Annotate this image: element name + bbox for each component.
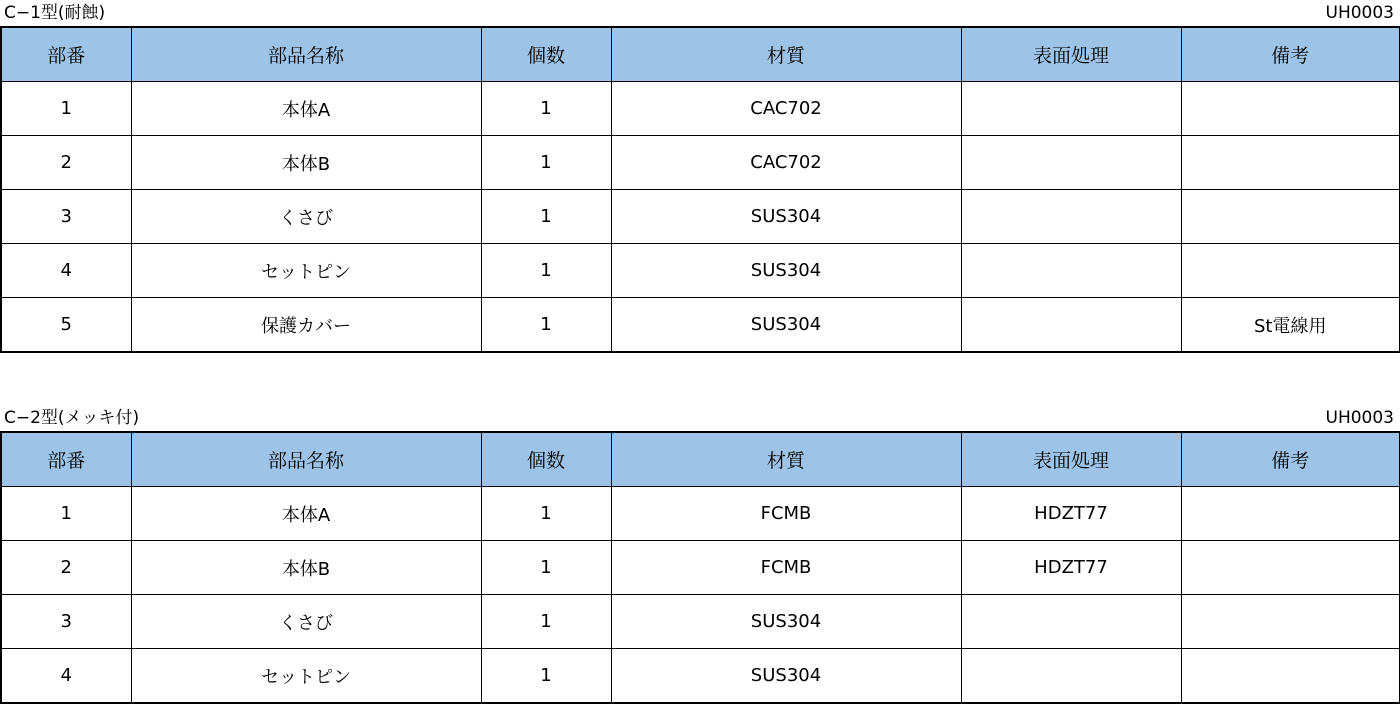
- cell-part-no: 2: [1, 541, 131, 595]
- cell-surface-treatment: [961, 82, 1181, 136]
- cell-quantity: 1: [481, 487, 611, 541]
- table-header-row: [1, 27, 1400, 82]
- cell-part-no: 2: [1, 136, 131, 190]
- parts-section-c1: [0, 0, 1400, 353]
- cell-remarks: St電線用: [1181, 298, 1400, 353]
- section-caption: [0, 405, 1400, 431]
- cell-material: FCMB: [611, 487, 961, 541]
- header-part-no: 部番: [1, 432, 131, 487]
- table-row: [1, 541, 1400, 595]
- cell-surface-treatment: [961, 244, 1181, 298]
- section-code: UH0003: [1325, 408, 1394, 428]
- header-quantity: 個数: [481, 27, 611, 82]
- cell-part-name: くさび: [131, 190, 481, 244]
- cell-quantity: 1: [481, 82, 611, 136]
- cell-remarks: [1181, 82, 1400, 136]
- header-part-no: 部番: [1, 27, 131, 82]
- header-part-name: 部品名称: [131, 27, 481, 82]
- section-caption: [0, 0, 1400, 26]
- header-surface-treatment: 表面処理: [961, 432, 1181, 487]
- table-row: [1, 244, 1400, 298]
- cell-remarks: [1181, 595, 1400, 649]
- section-title: C−1型(耐蝕): [4, 3, 106, 23]
- header-remarks: 備考: [1181, 432, 1400, 487]
- cell-remarks: [1181, 244, 1400, 298]
- header-material: 材質: [611, 432, 961, 487]
- cell-material: SUS304: [611, 244, 961, 298]
- cell-material: SUS304: [611, 649, 961, 704]
- cell-part-no: 1: [1, 487, 131, 541]
- cell-material: CAC702: [611, 136, 961, 190]
- table-row: [1, 136, 1400, 190]
- cell-surface-treatment: [961, 595, 1181, 649]
- cell-material: SUS304: [611, 190, 961, 244]
- section-code: UH0003: [1325, 3, 1394, 23]
- header-quantity: 個数: [481, 432, 611, 487]
- cell-quantity: 1: [481, 190, 611, 244]
- cell-surface-treatment: [961, 298, 1181, 353]
- header-material: 材質: [611, 27, 961, 82]
- cell-part-name: 本体B: [131, 541, 481, 595]
- cell-remarks: [1181, 541, 1400, 595]
- cell-quantity: 1: [481, 244, 611, 298]
- header-part-name: 部品名称: [131, 432, 481, 487]
- cell-material: SUS304: [611, 298, 961, 353]
- cell-part-no: 3: [1, 595, 131, 649]
- cell-part-no: 4: [1, 649, 131, 704]
- cell-material: CAC702: [611, 82, 961, 136]
- cell-remarks: [1181, 136, 1400, 190]
- header-remarks: 備考: [1181, 27, 1400, 82]
- cell-part-name: 保護カバー: [131, 298, 481, 353]
- table-row: [1, 298, 1400, 353]
- table-row: [1, 190, 1400, 244]
- cell-quantity: 1: [481, 136, 611, 190]
- cell-material: FCMB: [611, 541, 961, 595]
- table-row: [1, 82, 1400, 136]
- header-surface-treatment: 表面処理: [961, 27, 1181, 82]
- cell-remarks: [1181, 190, 1400, 244]
- cell-surface-treatment: HDZT77: [961, 487, 1181, 541]
- cell-part-no: 5: [1, 298, 131, 353]
- section-title: C−2型(メッキ付): [4, 408, 140, 428]
- table-row: [1, 487, 1400, 541]
- table-header-row: [1, 432, 1400, 487]
- cell-part-no: 1: [1, 82, 131, 136]
- cell-part-no: 3: [1, 190, 131, 244]
- parts-table: [0, 431, 1400, 704]
- cell-surface-treatment: [961, 136, 1181, 190]
- cell-quantity: 1: [481, 649, 611, 704]
- cell-part-name: セットピン: [131, 244, 481, 298]
- parts-section-c2: [0, 405, 1400, 704]
- cell-quantity: 1: [481, 298, 611, 353]
- cell-remarks: [1181, 487, 1400, 541]
- cell-part-name: 本体A: [131, 487, 481, 541]
- cell-part-name: くさび: [131, 595, 481, 649]
- table-row: [1, 595, 1400, 649]
- cell-part-no: 4: [1, 244, 131, 298]
- cell-quantity: 1: [481, 595, 611, 649]
- cell-part-name: 本体B: [131, 136, 481, 190]
- cell-quantity: 1: [481, 541, 611, 595]
- cell-part-name: セットピン: [131, 649, 481, 704]
- cell-part-name: 本体A: [131, 82, 481, 136]
- cell-material: SUS304: [611, 595, 961, 649]
- parts-table: [0, 26, 1400, 353]
- table-row: [1, 649, 1400, 704]
- cell-surface-treatment: HDZT77: [961, 541, 1181, 595]
- cell-surface-treatment: [961, 649, 1181, 704]
- cell-remarks: [1181, 649, 1400, 704]
- cell-surface-treatment: [961, 190, 1181, 244]
